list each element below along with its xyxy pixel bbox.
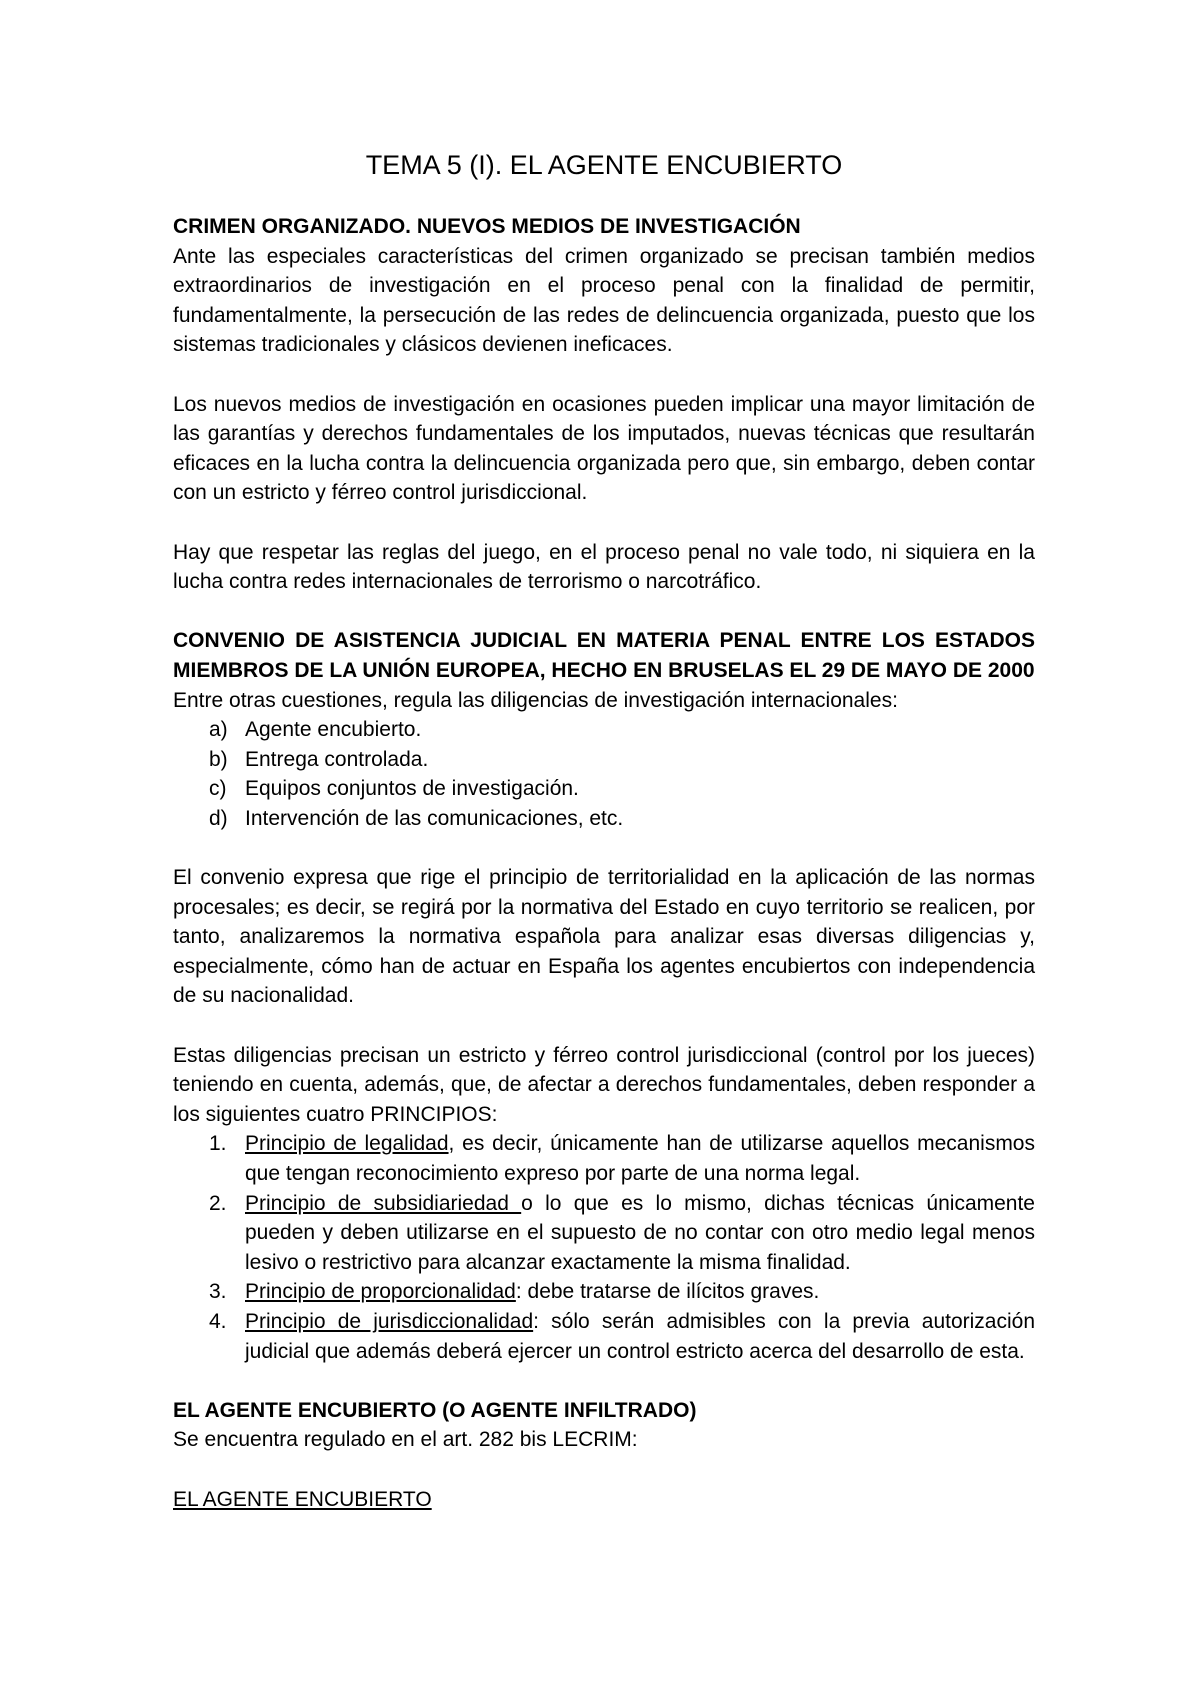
paragraph: El convenio expresa que rige el principio de territorialidad en la aplicación de las normas procesales; es decir, se regirá por la normativa del Estado en cuyo territorio se realicen, por tanto, analizaremos la normativa española para analizar esas diversas diligencias y, especialmente, cómo han de actuar en España los agentes encubiertos con independencia de su nacionalidad. [173, 866, 1035, 1008]
paragraph-gap [173, 833, 1035, 863]
paragraph: Entre otras cuestiones, regula las diligencias de investigación internacionales: [173, 688, 898, 712]
list-item [173, 715, 1035, 745]
list-item-text: Intervención de las comunicaciones, etc. [245, 806, 624, 830]
paragraph: Estas diligencias precisan un estricto y férreo control jurisdiccional (control por los jueces) teniendo en cuenta, además, que, de afectar a derechos fundamentales, deben responder a los siguientes cuatro PRINCIPIOS: [173, 1043, 1035, 1126]
principle-name: Principio de subsidiariedad [245, 1191, 522, 1215]
subheading-agente-encubierto: EL AGENTE ENCUBIERTO [173, 1487, 432, 1511]
list-marker: 3. [209, 1280, 227, 1304]
paragraph: Se encuentra regulado en el art. 282 bis LECRIM: [173, 1428, 638, 1452]
list-marker: 4. [209, 1309, 227, 1333]
list-item [173, 1277, 1035, 1307]
list-item [173, 774, 1035, 804]
principle-text: : sólo serán admisibles con la previa autorización judicial que además deberá ejercer un control estricto acerca del desarrollo de esta. [245, 1309, 1035, 1363]
document-title: TEMA 5 (I). EL AGENTE ENCUBIERTO [365, 150, 843, 180]
principle-text: o lo que es lo mismo, dichas técnicas únicamente pueden y deben utilizarse en el supuesto de no contar con otro medio legal menos lesivo o restrictivo para alcanzar exactamente la misma finalidad. [245, 1191, 1035, 1274]
paragraph: Los nuevos medios de investigación en ocasiones pueden implicar una mayor limitación de las garantías y derechos fundamentales de los imputados, nuevas técnicas que resultarán eficaces en la lucha contra la delincuencia organizada pero que, sin embargo, deben contar con un estricto y férreo control jurisdiccional. [173, 392, 1035, 505]
list-marker: a) [209, 718, 228, 742]
paragraph-gap [173, 597, 1035, 627]
paragraph-gap [173, 1366, 1035, 1396]
list-item [173, 1307, 1035, 1366]
list-item [173, 1129, 1035, 1188]
list-item-text: Agente encubierto. [245, 718, 422, 742]
list-marker: d) [209, 806, 228, 830]
principle-text: : debe tratarse de ilícitos graves. [515, 1280, 820, 1304]
section-heading-crimen-organizado: CRIMEN ORGANIZADO. NUEVOS MEDIOS DE INVESTIGACIÓN [173, 215, 801, 238]
diligencias-list [173, 715, 1035, 833]
list-marker: b) [209, 747, 228, 771]
principle-name: Principio de proporcionalidad [245, 1280, 516, 1304]
list-marker: c) [209, 777, 227, 801]
section-heading-agente-encubierto: EL AGENTE ENCUBIERTO (O AGENTE INFILTRADO) [173, 1398, 697, 1422]
paragraph-gap [173, 508, 1035, 538]
list-item [173, 804, 1035, 834]
principle-name: Principio de legalidad [245, 1132, 449, 1156]
paragraph: Ante las especiales características del crimen organizado se precisan también medios extraordinarios de investigación en el proceso penal con la finalidad de permitir, fundamentalmente, la persecución de las redes de delincuencia organizada, puesto que los sistemas tradicionales y clásicos devienen ineficaces. [173, 244, 1035, 357]
paragraph-gap [173, 1455, 1035, 1485]
principle-text: , es decir, únicamente han de utilizarse aquellos mecanismos que tengan reconocimiento expreso por parte de una norma legal. [245, 1132, 1035, 1185]
document-page [173, 148, 1035, 1514]
list-marker: 1. [209, 1132, 227, 1156]
list-item [173, 745, 1035, 775]
list-marker: 2. [209, 1191, 227, 1215]
section-heading-convenio: CONVENIO DE ASISTENCIA JUDICIAL EN MATERIA PENAL ENTRE LOS ESTADOS MIEMBROS DE LA UNIÓN EUROPEA, HECHO EN BRUSELAS EL 29 DE MAYO DE 2000 [173, 629, 1035, 682]
principle-name: Principio de jurisdiccionalidad [245, 1309, 534, 1333]
principios-list [173, 1129, 1035, 1366]
list-item-text: Entrega controlada. [245, 747, 429, 771]
list-item [173, 1189, 1035, 1278]
paragraph-gap [173, 360, 1035, 390]
list-item-text: Equipos conjuntos de investigación. [245, 777, 579, 801]
paragraph: Hay que respetar las reglas del juego, en el proceso penal no vale todo, ni siquiera en la lucha contra redes internacionales de terrorismo o narcotráfico. [173, 540, 1035, 594]
paragraph-gap [173, 1011, 1035, 1041]
